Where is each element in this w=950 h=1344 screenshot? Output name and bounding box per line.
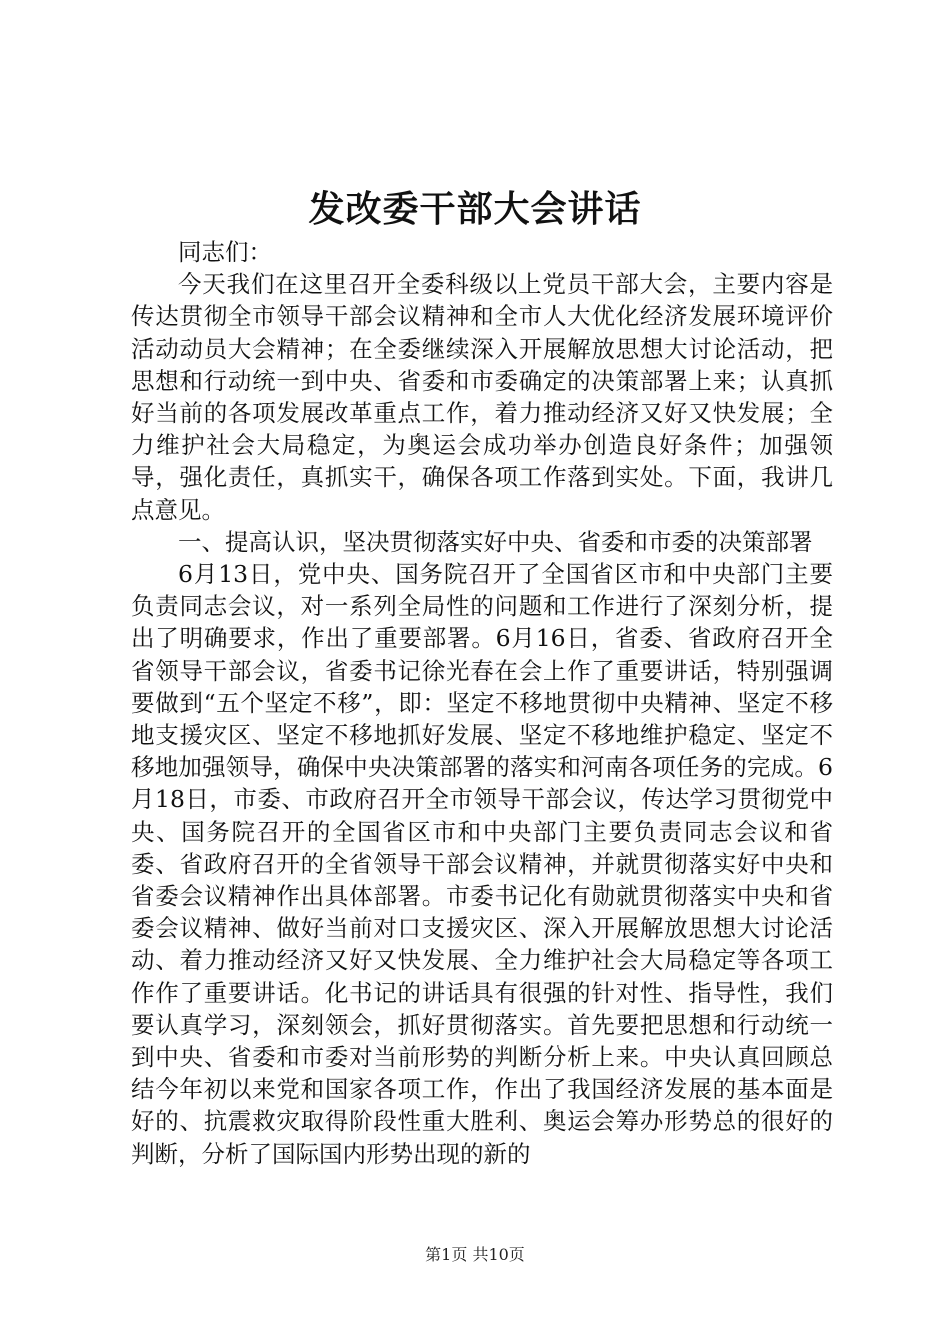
document-body	[131, 236, 833, 1170]
page-number-footer: 第1页 共10页	[425, 1245, 525, 1264]
document-title: 发改委干部大会讲话	[308, 188, 642, 230]
body-paragraph: 6月13日，党中央、国务院召开了全国省区市和中央部门主要负责同志会议，对一系列全局性的问题和工作进行了深刻分析，提出了明确要求，作出了重要部署。6月16日，省委、省政府召开全省领导干部会议，省委书记徐光春在会上作了重要讲话，特别强调要做到“五个坚定不移”，即：坚定不移地贯彻中央精神、坚定不移地支援灾区、坚定不移地抓好发展、坚定不移地维护稳定、坚定不移地加强领导，确保中央决策部署的落实和河南各项任务的完成。6月18日，市委、市政府召开全市领导干部会议，传达学习贯彻党中央、国务院召开的全国省区市和中央部门主要负责同志会议和省委、省政府召开的全省领导干部会议精神，并就贯彻落实好中央和省委会议精神作出具体部署。市委书记化有勋就贯彻落实中央和省委会议精神、做好当前对口支援灾区、深入开展解放思想大讨论活动、着力推动经济又好又快发展、全力维护社会大局稳定等各项工作作了重要讲话。化书记的讲话具有很强的针对性、指导性，我们要认真学习，深刻领会，抓好贯彻落实。首先要把思想和行动统一到中央、省委和市委对当前形势的判断分析上来。中央认真回顾总结今年初以来党和国家各项工作，作出了我国经济发展的基本面是好的、抗震救灾取得阶段性重大胜利、奥运会筹办形势总的很好的判断，分析了国际国内形势出现的新的	[131, 560, 833, 1168]
section-heading: 一、提高认识，坚决贯彻落实好中央、省委和市委的决策部署	[178, 527, 813, 556]
opening-paragraph: 今天我们在这里召开全委科级以上党员干部大会，主要内容是传达贯彻全市领导干部会议精神和全市人大优化经济发展环境评价活动动员大会精神；在全委继续深入开展解放思想大讨论活动，把思想和行动统一到中央、省委和市委确定的决策部署上来；认真抓好当前的各项发展改革重点工作，着力推动经济又好又快发展；全力维护社会大局稳定，为奥运会成功举办创造良好条件；加强领导，强化责任，真抓实干，确保各项工作落到实处。下面，我讲几点意见。	[131, 270, 833, 524]
salutation-paragraph: 同志们：	[178, 238, 272, 266]
